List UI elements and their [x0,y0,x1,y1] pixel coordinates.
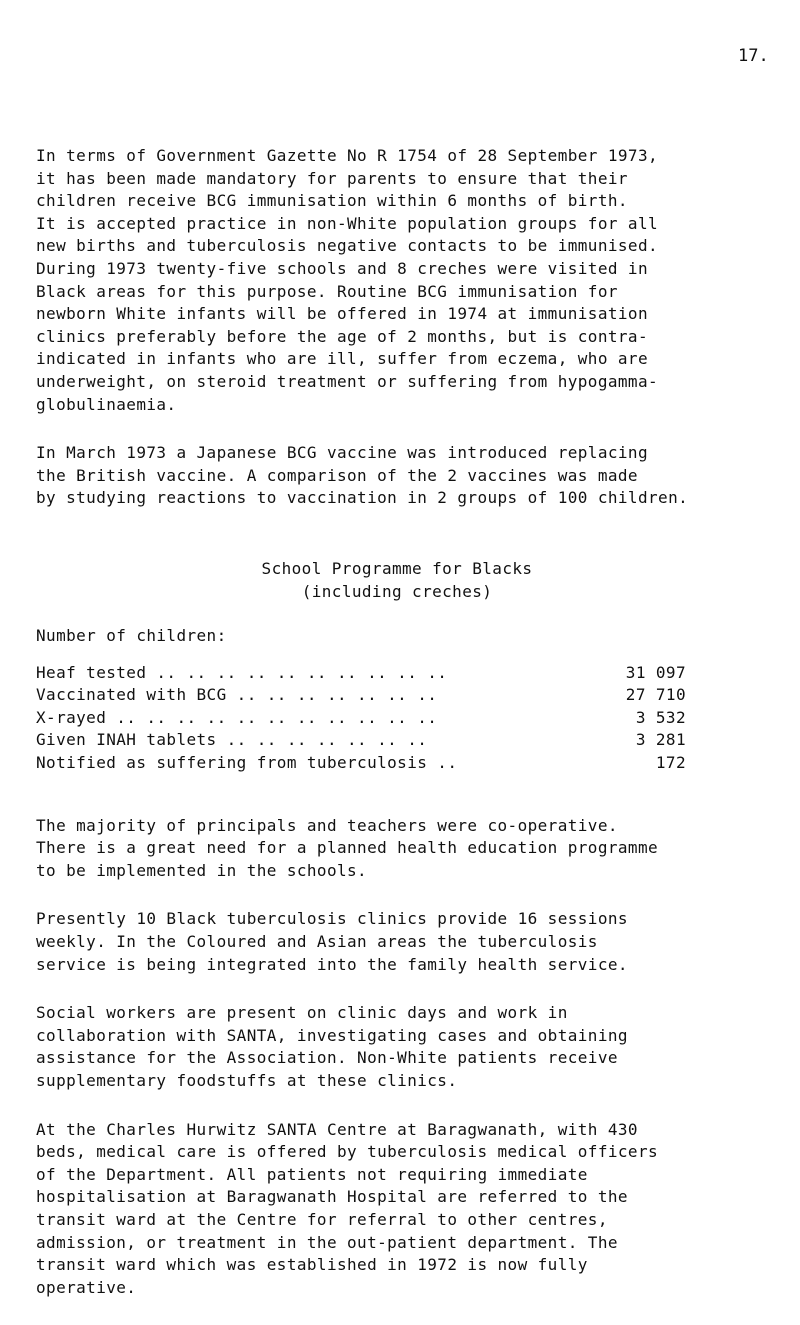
document-body [36,145,788,1325]
stat-value: 172 [655,753,686,773]
text-line: In March 1973 a Japanese BCG vaccine was introduced replacing [36,443,649,463]
table-subtitle: (including creches) [301,581,493,601]
paragraph-japanese-vaccine [36,442,788,510]
table-heading [36,558,788,603]
text-line: supplementary foodstuffs at these clinics. [36,1071,458,1090]
text-line: new births and tuberculosis negative contacts to be immunised. [36,236,659,256]
text-line: The majority of principals and teachers were co-operative. [36,815,618,835]
text-line: the British vaccine. A comparison of the 2 vaccines was made [36,465,638,485]
text-line: transit ward which was established in 1972 is now fully [36,1255,588,1275]
text-line: At the Charles Hurwitz SANTA Centre at Baragwanath, with 430 [36,1119,638,1139]
page-number: 17. [738,46,769,66]
text-line: Social workers are present on clinic days and work in [36,1003,568,1023]
stat-row [36,729,686,752]
stat-label: Vaccinated with BCG .. .. .. .. .. .. .. [36,685,438,705]
text-line: by studying reactions to vaccination in 2 groups of 100 children. [36,488,689,508]
text-line: beds, medical care is offered by tuberculosis medical officers [36,1142,659,1162]
paragraph-clinics [36,908,788,976]
text-line: weekly. In the Coloured and Asian areas the tuberculosis [36,932,598,952]
text-line: transit ward at the Centre for referral to other centres, [36,1209,608,1229]
text-line: hospitalisation at Baragwanath Hospital are referred to the [36,1187,628,1207]
text-line: children receive BCG immunisation within 6 months of birth. [36,191,628,211]
paragraph-social-workers [36,1002,788,1092]
stat-label: X-rayed .. .. .. .. .. .. .. .. .. .. .. [36,707,438,727]
stat-row [36,662,686,685]
stat-row [36,684,686,707]
stat-label: Heaf tested .. .. .. .. .. .. .. .. .. .. [36,662,448,682]
stat-label: Notified as suffering from tuberculosis .. [36,753,458,773]
table-title: School Programme for Blacks [261,558,533,578]
text-line: collaboration with SANTA, investigating cases and obtaining [36,1025,628,1045]
table-subhead: Number of children: [36,626,227,646]
text-line: it has been made mandatory for parents to ensure that their [36,168,628,188]
text-line: In terms of Government Gazette No R 1754 of 28 September 1973, [36,146,659,165]
text-line: operative. [36,1277,137,1297]
text-line: service is being integrated into the family health service. [36,954,628,974]
text-line: indicated in infants who are ill, suffer from eczema, who are [36,349,649,369]
stat-value: 31 097 [625,662,686,682]
stat-row [36,707,686,730]
text-line: newborn White infants will be offered in 1974 at immunisation [36,304,649,324]
stat-value: 3 532 [635,707,686,727]
paragraph-bcg-mandatory [36,145,788,416]
stat-label: Given INAH tablets .. .. .. .. .. .. .. [36,730,428,750]
text-line: There is a great need for a planned health education programme [36,838,659,858]
paragraph-principals [36,815,788,883]
stat-value: 3 281 [635,730,686,750]
text-line: Presently 10 Black tuberculosis clinics provide 16 sessions [36,909,628,929]
text-line: of the Department. All patients not requiring immediate [36,1164,588,1184]
text-line: It is accepted practice in non-White population groups for all [36,213,659,233]
text-line: admission, or treatment in the out-patient department. The [36,1232,618,1252]
stat-row [36,752,686,775]
text-line: Black areas for this purpose. Routine BCG immunisation for [36,281,618,301]
paragraph-santa-centre [36,1119,788,1300]
stat-value: 27 710 [625,685,686,705]
stats-table [36,662,686,775]
text-line: underweight, on steroid treatment or suffering from hypogamma- [36,371,659,391]
text-line: globulinaemia. [36,394,177,414]
text-line: During 1973 twenty-five schools and 8 creches were visited in [36,258,649,278]
text-line: to be implemented in the schools. [36,860,368,880]
text-line: assistance for the Association. Non-White patients receive [36,1048,618,1068]
text-line: clinics preferably before the age of 2 months, but is contra- [36,326,649,346]
